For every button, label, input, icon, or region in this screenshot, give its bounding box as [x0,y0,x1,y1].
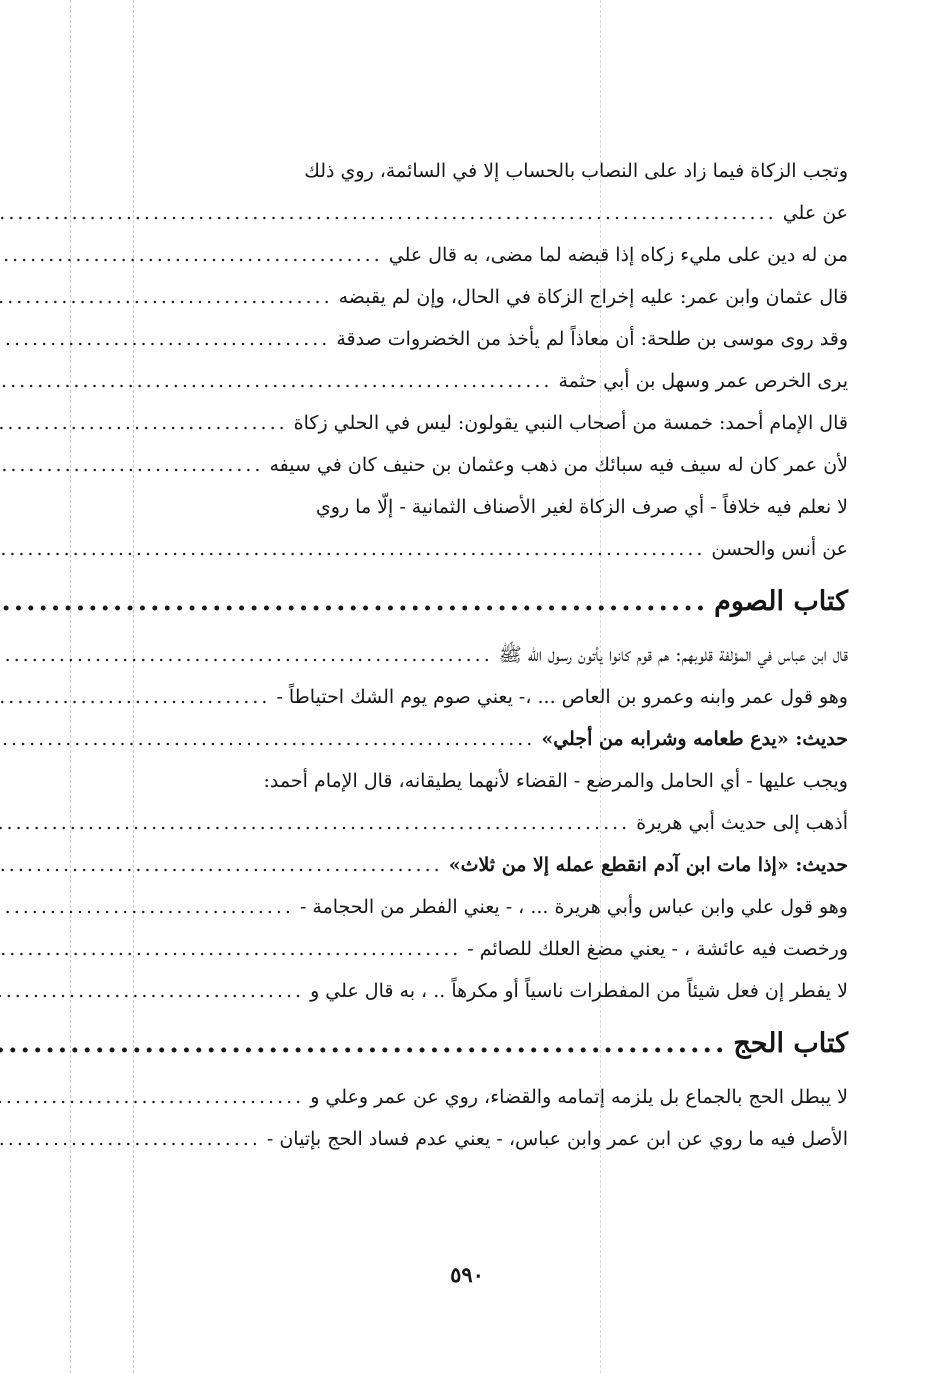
page-number: ٥٩٠ [450,1262,484,1287]
toc-entry [128,192,848,234]
dot-leader [0,402,288,444]
toc-entry [128,1118,848,1160]
entry-text: وهو قول علي وابن عباس وأبي هريرة ... ، - يعني الفطر من الحجامة - [299,896,848,918]
dot-leader [0,970,304,1012]
dot-leader [0,718,535,760]
dot-leader [0,570,708,634]
entry-text: وهو قول عمر وابنه وعمرو بن العاص ... ،- يعني صوم يوم الشك احتياطاً - [276,686,848,708]
entry-text: لا نعلم فيه خلافاً - أي صرف الزكاة لغير الأصناف الثمانية - إلّا ما روي [315,496,848,518]
toc-entry [128,802,848,844]
dot-leader [0,528,705,570]
entry-text: وقد روى موسى بن طلحة: أن معاذاً لم يأخذ من الخضروات صدقة [336,328,848,350]
entry-text: عن علي [782,202,848,224]
table-of-contents [128,150,848,1160]
toc-entry [128,970,848,1012]
toc-entry [128,886,848,928]
dot-leader [0,444,263,486]
dot-leader [0,844,443,886]
toc-entry [128,676,848,718]
entry-text: قال عثمان وابن عمر: عليه إخراج الزكاة في الحال، وإن لم يقبضه [338,286,848,308]
entry-text: ورخصت فيه عائشة ، - يعني مضغ العلك للصائم - [467,938,848,960]
section-title: كتاب الصوم [714,586,848,617]
entry-text: الأصل فيه ما روي عن ابن عمر وابن عباس، - يعني عدم فساد الحج بإتيان - [266,1128,848,1150]
dot-leader [0,928,461,970]
entry-text: حديث: «يدع طعامه وشرابه من أجلي» [541,728,848,750]
toc-entry [128,444,848,486]
entry-text: قال ابن عباس في المؤلفة قلوبهم: هم قوم كانوا يأتون رسول الله ﷺ [498,644,848,666]
dot-leader [0,1118,261,1160]
entry-text: من له دين على مليء زكاه إذا قبضه لما مضى، به قال علي [388,244,848,266]
section-heading [128,570,848,634]
section-heading [128,1012,848,1076]
section-title: كتاب الحج [733,1028,848,1059]
dot-leader [0,1076,304,1118]
entry-text: أذهب إلى حديث أبي هريرة [636,812,848,834]
toc-entry [128,844,848,886]
dot-leader [0,634,493,676]
toc-entry [128,928,848,970]
dot-leader [0,234,383,276]
entry-text: لا يفطر إن فعل شيئاً من المفطرات ناسياً أو مكرهاً .. ، به قال علي و [310,980,848,1002]
entry-text: وتجب الزكاة فيما زاد على النصاب بالحساب إلا في السائمة، روي ذلك [304,160,848,182]
dot-leader [0,802,630,844]
dot-leader [0,676,270,718]
toc-entry [128,760,848,802]
toc-entry [128,360,848,402]
toc-entry [128,402,848,444]
toc-entry [128,150,848,192]
dot-leader [0,276,333,318]
dot-leader [0,360,552,402]
toc-entry [128,528,848,570]
entry-text: لا يبطل الحج بالجماع بل يلزمه إتمامه والقضاء، روي عن عمر وعلي و [310,1086,848,1108]
entry-text: ويجب عليها - أي الحامل والمرضع - القضاء لأنهما يطيقانه، قال الإمام أحمد: [263,770,848,792]
entry-text: قال الإمام أحمد: خمسة من أصحاب النبي يقولون: ليس في الحلي زكاة [293,412,848,434]
dot-leader [0,192,777,234]
dot-leader [0,318,330,360]
toc-entry [128,318,848,360]
entry-text: يرى الخرص عمر وسهل بن أبي حثمة [558,370,848,392]
entry-text: عن أنس والحسن [711,538,848,560]
toc-entry [128,234,848,276]
toc-entry [128,1076,848,1118]
entry-text: حديث: «إذا مات ابن آدم انقطع عمله إلا من ثلاث» [448,854,848,876]
toc-entry [128,276,848,318]
toc-entry [128,634,848,676]
dot-leader [0,1012,727,1076]
toc-entry [128,718,848,760]
entry-text: لأن عمر كان له سيف فيه سبائك من ذهب وعثمان بن حنيف كان في سيفه [269,454,848,476]
toc-entry [128,486,848,528]
dot-leader [0,886,294,928]
